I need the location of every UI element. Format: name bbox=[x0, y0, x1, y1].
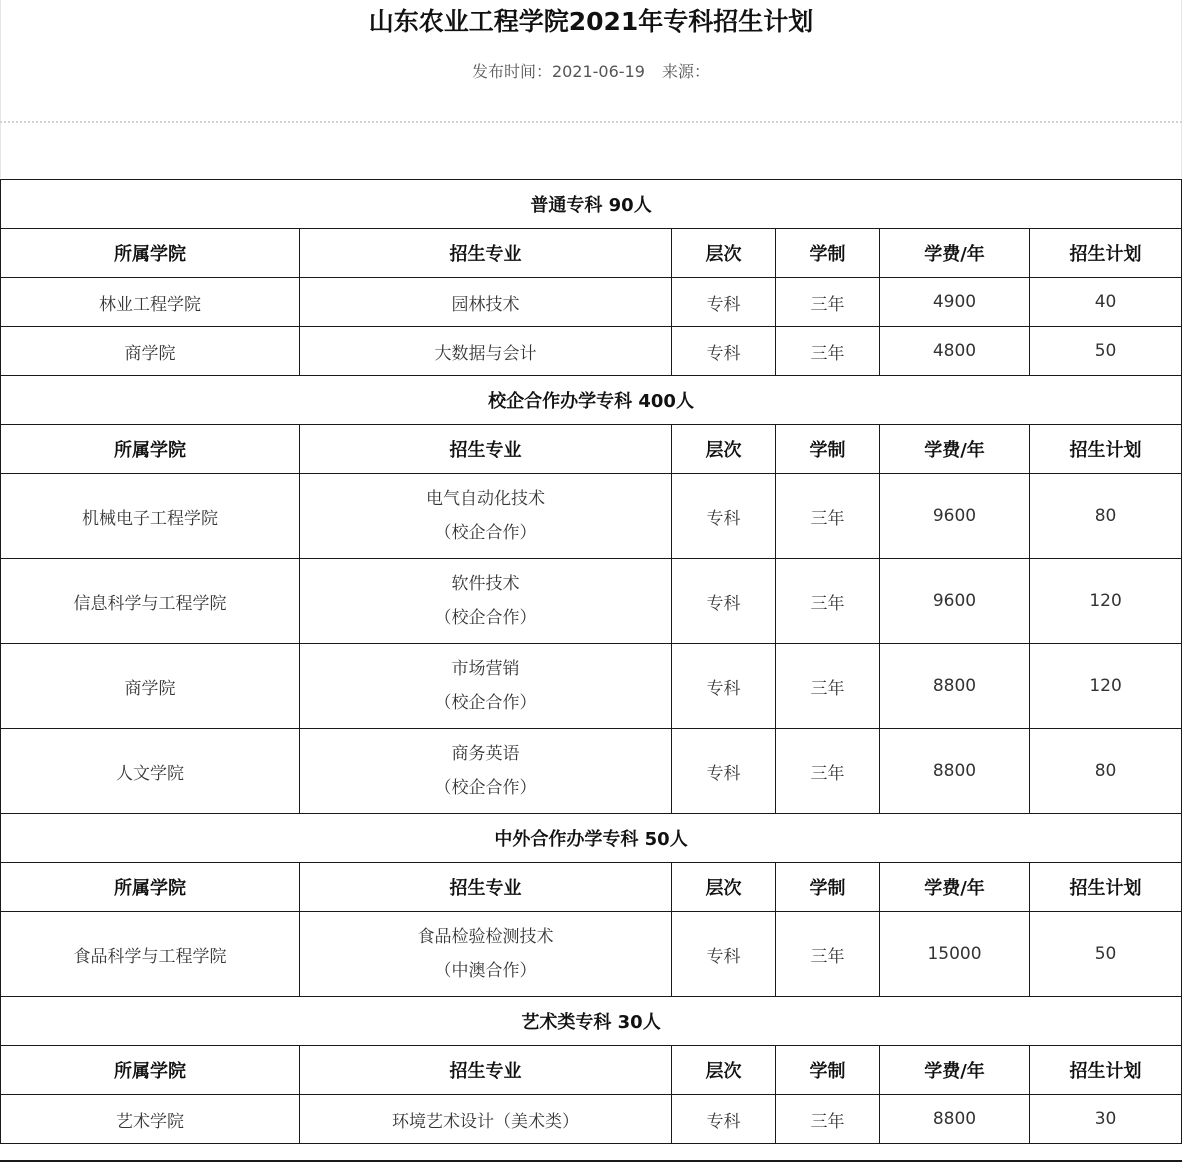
cell-plan: 30 bbox=[1030, 1095, 1182, 1144]
cell-college: 商学院 bbox=[1, 327, 300, 376]
major-name: 食品检验检测技术 bbox=[417, 927, 554, 947]
section-heading-row bbox=[1, 997, 1182, 1046]
header-level: 层次 bbox=[672, 425, 776, 474]
cell-level: 专科 bbox=[672, 278, 776, 327]
header-plan: 招生计划 bbox=[1030, 425, 1182, 474]
dotted-divider bbox=[0, 121, 1182, 123]
section-heading-row bbox=[1, 814, 1182, 863]
section-heading: 普通专科 90人 bbox=[1, 180, 1182, 229]
cell-college: 艺术学院 bbox=[1, 1095, 300, 1144]
cell-tuition: 8800 bbox=[880, 1095, 1030, 1144]
header-level: 层次 bbox=[672, 1046, 776, 1095]
cell-level: 专科 bbox=[672, 1095, 776, 1144]
major-name: 软件技术 bbox=[451, 574, 520, 594]
cell-duration: 三年 bbox=[776, 278, 880, 327]
cell-tuition: 15000 bbox=[880, 912, 1030, 997]
cell-plan: 50 bbox=[1030, 912, 1182, 997]
cell-duration: 三年 bbox=[776, 327, 880, 376]
source-label: 来源： bbox=[662, 62, 711, 81]
cell-plan: 120 bbox=[1030, 644, 1182, 729]
table-row bbox=[1, 278, 1182, 327]
major-name: 市场营销 bbox=[451, 659, 520, 679]
publish-date: 发布时间：2021-06-19 bbox=[471, 62, 645, 81]
cell-duration: 三年 bbox=[776, 474, 880, 559]
table-bottom-rule bbox=[0, 1160, 1182, 1162]
cell-major: 大数据与会计 bbox=[300, 327, 672, 376]
column-header-row bbox=[1, 229, 1182, 278]
enrollment-plan-table bbox=[0, 179, 1182, 1144]
major-note: （校企合作） bbox=[434, 693, 537, 713]
cell-college: 信息科学与工程学院 bbox=[1, 559, 300, 644]
table-row bbox=[1, 559, 1182, 644]
header-duration: 学制 bbox=[776, 425, 880, 474]
header-tuition: 学费/年 bbox=[880, 1046, 1030, 1095]
cell-major: 园林技术 bbox=[300, 278, 672, 327]
header-college: 所属学院 bbox=[1, 425, 300, 474]
cell-duration: 三年 bbox=[776, 912, 880, 997]
header-duration: 学制 bbox=[776, 863, 880, 912]
header-major: 招生专业 bbox=[300, 1046, 672, 1095]
cell-level: 专科 bbox=[672, 729, 776, 814]
cell-tuition: 4900 bbox=[880, 278, 1030, 327]
cell-college: 林业工程学院 bbox=[1, 278, 300, 327]
article-meta bbox=[0, 60, 1182, 84]
major-note: （校企合作） bbox=[434, 523, 537, 543]
column-header-row bbox=[1, 425, 1182, 474]
header-level: 层次 bbox=[672, 229, 776, 278]
cell-major bbox=[300, 912, 672, 997]
cell-major: 环境艺术设计（美术类） bbox=[300, 1095, 672, 1144]
cell-major bbox=[300, 644, 672, 729]
column-header-row bbox=[1, 1046, 1182, 1095]
cell-tuition: 9600 bbox=[880, 559, 1030, 644]
cell-college: 人文学院 bbox=[1, 729, 300, 814]
header-college: 所属学院 bbox=[1, 1046, 300, 1095]
cell-level: 专科 bbox=[672, 912, 776, 997]
cell-college: 商学院 bbox=[1, 644, 300, 729]
cell-level: 专科 bbox=[672, 474, 776, 559]
cell-level: 专科 bbox=[672, 644, 776, 729]
header-plan: 招生计划 bbox=[1030, 1046, 1182, 1095]
header-duration: 学制 bbox=[776, 1046, 880, 1095]
cell-level: 专科 bbox=[672, 559, 776, 644]
cell-tuition: 8800 bbox=[880, 729, 1030, 814]
header-tuition: 学费/年 bbox=[880, 863, 1030, 912]
cell-college: 食品科学与工程学院 bbox=[1, 912, 300, 997]
major-note: （校企合作） bbox=[434, 608, 537, 628]
major-name: 商务英语 bbox=[451, 744, 520, 764]
cell-plan: 120 bbox=[1030, 559, 1182, 644]
cell-major bbox=[300, 474, 672, 559]
header-college: 所属学院 bbox=[1, 229, 300, 278]
header-major: 招生专业 bbox=[300, 229, 672, 278]
cell-duration: 三年 bbox=[776, 1095, 880, 1144]
cell-major bbox=[300, 729, 672, 814]
cell-plan: 80 bbox=[1030, 729, 1182, 814]
column-header-row bbox=[1, 863, 1182, 912]
table-row bbox=[1, 1095, 1182, 1144]
table-row bbox=[1, 327, 1182, 376]
section-heading-row bbox=[1, 376, 1182, 425]
section-heading: 中外合作办学专科 50人 bbox=[1, 814, 1182, 863]
cell-level: 专科 bbox=[672, 327, 776, 376]
header-major: 招生专业 bbox=[300, 863, 672, 912]
cell-duration: 三年 bbox=[776, 729, 880, 814]
article-title: 山东农业工程学院2021年专科招生计划 bbox=[368, 7, 814, 36]
header-tuition: 学费/年 bbox=[880, 229, 1030, 278]
section-heading: 艺术类专科 30人 bbox=[1, 997, 1182, 1046]
cell-college: 机械电子工程学院 bbox=[1, 474, 300, 559]
header-duration: 学制 bbox=[776, 229, 880, 278]
table-row bbox=[1, 474, 1182, 559]
cell-duration: 三年 bbox=[776, 559, 880, 644]
major-note: （校企合作） bbox=[434, 778, 537, 798]
header-plan: 招生计划 bbox=[1030, 863, 1182, 912]
cell-plan: 80 bbox=[1030, 474, 1182, 559]
cell-major bbox=[300, 559, 672, 644]
cell-tuition: 8800 bbox=[880, 644, 1030, 729]
header-major: 招生专业 bbox=[300, 425, 672, 474]
header-tuition: 学费/年 bbox=[880, 425, 1030, 474]
header-college: 所属学院 bbox=[1, 863, 300, 912]
table-row bbox=[1, 644, 1182, 729]
section-heading-row bbox=[1, 180, 1182, 229]
cell-plan: 50 bbox=[1030, 327, 1182, 376]
section-heading: 校企合作办学专科 400人 bbox=[1, 376, 1182, 425]
cell-plan: 40 bbox=[1030, 278, 1182, 327]
table-row bbox=[1, 912, 1182, 997]
table-row bbox=[1, 729, 1182, 814]
header-level: 层次 bbox=[672, 863, 776, 912]
cell-duration: 三年 bbox=[776, 644, 880, 729]
cell-tuition: 9600 bbox=[880, 474, 1030, 559]
header-plan: 招生计划 bbox=[1030, 229, 1182, 278]
cell-tuition: 4800 bbox=[880, 327, 1030, 376]
major-note: （中澳合作） bbox=[434, 961, 537, 981]
major-name: 电气自动化技术 bbox=[426, 489, 545, 509]
